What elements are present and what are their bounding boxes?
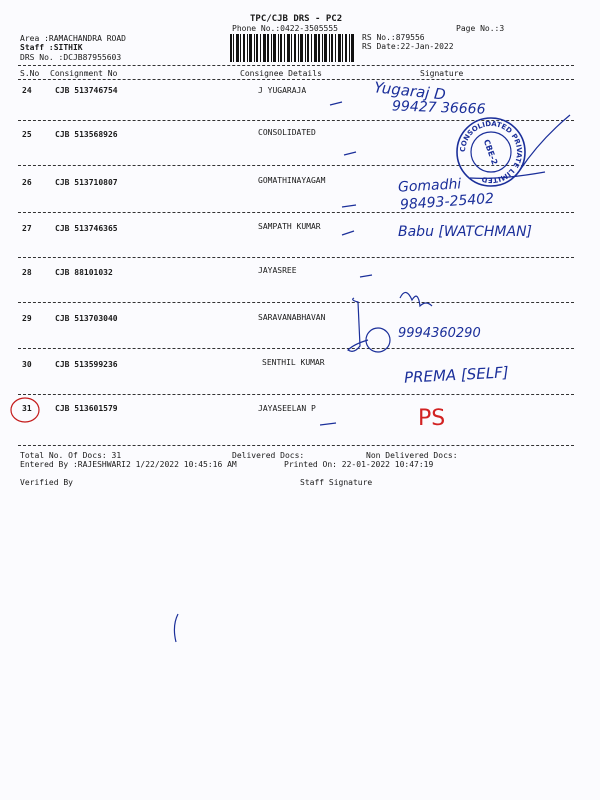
document-title: TPC/CJB DRS - PC2 [250, 14, 343, 24]
column-header-consignment: Consignment No [50, 69, 118, 78]
row-consignee: GOMATHINAYAGAM [258, 176, 326, 185]
staff-label: Staff :SITHIK [20, 43, 83, 52]
rs-number: RS No.:879556 [362, 33, 425, 42]
column-header-sno: S.No [20, 69, 40, 78]
row-consignment: CJB 513746754 [55, 86, 118, 95]
row-sno: 30 [22, 360, 32, 369]
row-consignment: CJB 513601579 [55, 404, 118, 413]
barcode-image [230, 34, 355, 62]
pen-mark [168, 610, 188, 650]
row-consignee: SARAVANABHAVAN [258, 313, 326, 322]
printed-on: Printed On: 22-01-2022 10:47:19 [284, 460, 434, 469]
row-sno: 25 [22, 130, 32, 139]
row-consignment: CJB 513746365 [55, 224, 118, 233]
area-label: Area :RAMACHANDRA ROAD [20, 34, 126, 43]
row-sno: 28 [22, 268, 32, 277]
row-consignment: CJB 513568926 [55, 130, 118, 139]
non-delivered-docs-label: Non Delivered Docs: [366, 451, 458, 460]
company-stamp [455, 116, 527, 188]
row-consignment: CJB 88101032 [55, 268, 113, 277]
handwritten-phone-row24: 99427 36666 [391, 98, 486, 118]
handwritten-name-row24: Yugaraj D [373, 78, 447, 104]
staff-signature-label: Staff Signature [300, 478, 373, 487]
row-sno: 24 [22, 86, 32, 95]
handwritten-name-row26: Gomadhi [397, 176, 462, 196]
handwritten-phone-row29: 9994360290 [398, 326, 481, 341]
column-header-signature: Signature [420, 69, 464, 78]
stamp-center-text: CBE-2 [481, 138, 500, 167]
total-docs: Total No. Of Docs: 31 [20, 451, 122, 460]
stamp-ring-text: CONSOLIDATED PRIVATE LIMITED [458, 119, 524, 185]
row-consignee: CONSOLIDATED [258, 128, 316, 137]
handwritten-phone-row26: 98493-25402 [399, 190, 495, 214]
row-consignment: CJB 513710807 [55, 178, 118, 187]
phone-number: Phone No.:0422-3505555 [232, 24, 338, 33]
verified-by-label: Verified By [20, 478, 73, 487]
page-number: Page No.:3 [456, 24, 505, 33]
row-consignee: JAYASEELAN P [258, 404, 316, 413]
delivered-docs-label: Delivered Docs: [232, 451, 305, 460]
row-consignee: SAMPATH KUMAR [258, 222, 321, 231]
row-consignee: SENTHIL KUMAR [262, 358, 325, 367]
handwritten-row30: PREMA [SELF] [403, 363, 510, 387]
row-sno: 29 [22, 314, 32, 323]
row-consignment: CJB 513599236 [55, 360, 118, 369]
row-consignee: JAYASREE [258, 266, 297, 275]
rs-date: RS Date:22-Jan-2022 [362, 42, 454, 51]
column-header-consignee: Consignee Details [240, 69, 322, 78]
row-consignment: CJB 513703040 [55, 314, 118, 323]
handwritten-initials-row31: PS [418, 406, 446, 431]
drs-number: DRS No. :DCJB87955603 [20, 53, 122, 62]
row-consignee: J YUGARAJA [258, 86, 307, 95]
red-circle-mark [8, 396, 42, 426]
row-sno: 31 [22, 404, 32, 413]
entered-by: Entered By :RAJESHWARI2 1/22/2022 10:45:16 AM [20, 460, 237, 469]
row-sno: 27 [22, 224, 32, 233]
row-sno: 26 [22, 178, 32, 187]
handwritten-row27: Babu [WATCHMAN] [398, 224, 533, 240]
